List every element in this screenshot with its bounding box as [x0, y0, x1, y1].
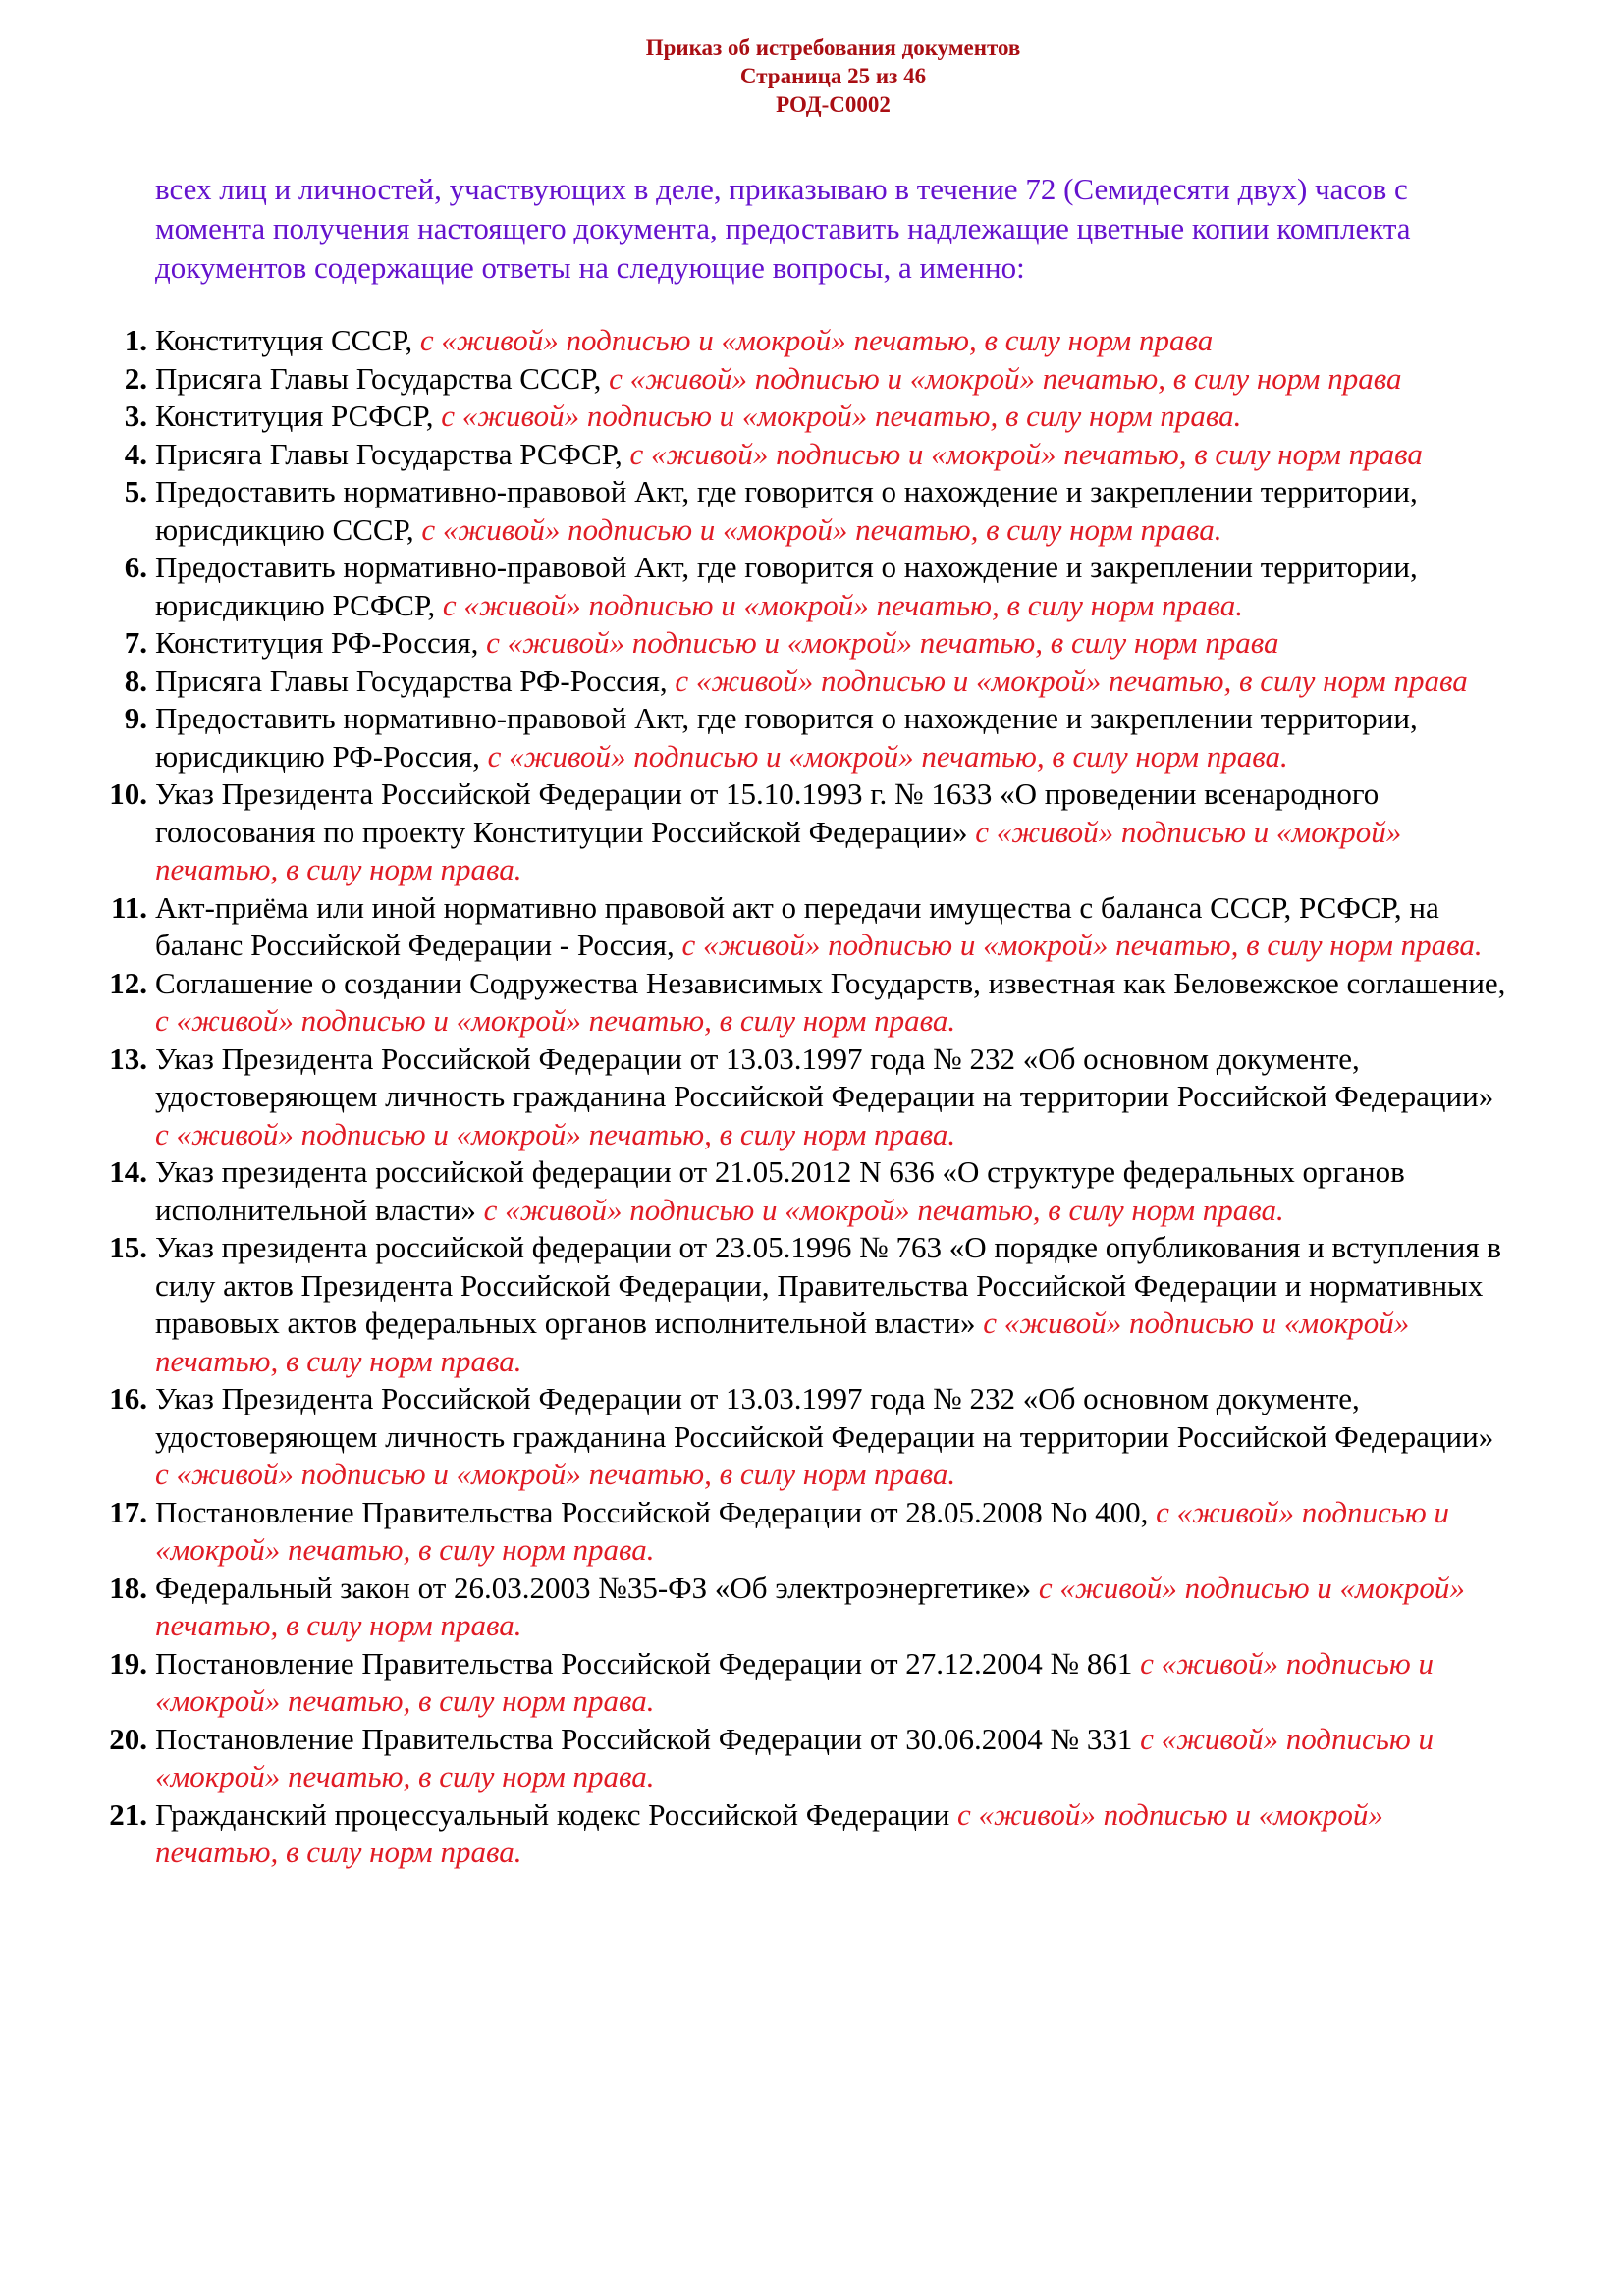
- item-annotation: с «живой» подписью и «мокрой» печатью, в силу норм права.: [155, 1306, 1410, 1378]
- list-item: [109, 1153, 1511, 1229]
- item-number: 20.: [109, 1721, 147, 1756]
- item-number: 15.: [109, 1230, 147, 1264]
- list-item: [109, 965, 1511, 1041]
- item-annotation: с «живой» подписью и «мокрой» печатью, в силу норм права: [629, 436, 1423, 471]
- item-subject: Предоставить нормативно-правовой Акт, где говорится о нахождение и закреплении территории, юрисдикцию РФ-Россия,: [155, 701, 1418, 774]
- list-item: [124, 663, 1511, 701]
- item-text: [155, 1645, 1511, 1721]
- list-item: [124, 398, 1511, 436]
- item-annotation: с «живой» подписью и «мокрой» печатью, в силу норм права.: [155, 1003, 956, 1038]
- item-number: 11.: [110, 889, 147, 925]
- item-number: 2.: [124, 360, 147, 396]
- item-text: [155, 360, 1511, 399]
- document-title: Приказ об истребования документов: [645, 35, 1021, 60]
- list-item: [109, 775, 1511, 889]
- item-number: 3.: [124, 399, 147, 433]
- list-item: [109, 1721, 1511, 1796]
- item-annotation: с «живой» подписью и «мокрой» печатью, в силу норм права.: [155, 1796, 1383, 1869]
- item-number: 5.: [124, 474, 147, 508]
- item-subject: Указ Президента Российской Федерации от 13.03.1997 года № 232 «Об основном документе, удостоверяющем личность гражданина Российской Федерации на территории Российской Федерации»: [155, 1041, 1494, 1113]
- item-text: [155, 624, 1511, 663]
- item-annotation: с «живой» подписью и «мокрой» печатью, в силу норм права.: [441, 399, 1242, 433]
- item-text: [155, 1796, 1511, 1872]
- list-item: [124, 322, 1511, 360]
- item-subject: Указ Президента Российской Федерации от 13.03.1997 года № 232 «Об основном документе, удостоверяющем личность гражданина Российской Федерации на территории Российской Федерации»: [155, 1381, 1494, 1454]
- list-item: [109, 1380, 1511, 1494]
- list-item: [109, 1041, 1511, 1154]
- item-annotation: с «живой» подписью и «мокрой» печатью, в силу норм права.: [155, 1570, 1465, 1642]
- item-text: [155, 322, 1511, 360]
- item-number: 12.: [109, 965, 147, 1000]
- item-subject: Конституция РСФСР,: [155, 399, 442, 433]
- item-number: 1.: [124, 323, 147, 357]
- item-annotation: с «живой» подписью и «мокрой» печатью, в силу норм права: [486, 625, 1279, 660]
- item-text: [155, 1380, 1511, 1494]
- list-item: [124, 360, 1511, 399]
- item-subject: Постановление Правительства Российской Федерации от 30.06.2004 № 331: [155, 1721, 1141, 1756]
- item-subject: Предоставить нормативно-правовой Акт, где говорится о нахождение и закреплении территории, юрисдикцию РСФСР,: [155, 550, 1418, 622]
- document-header: [155, 33, 1511, 119]
- item-subject: Предоставить нормативно-правовой Акт, где говорится о нахождение и закреплении территории, юрисдикцию СССР,: [155, 474, 1418, 547]
- item-number: 13.: [109, 1041, 147, 1076]
- item-text: [155, 436, 1511, 474]
- item-subject: Постановление Правительства Российской Федерации от 28.05.2008 No 400,: [155, 1494, 1157, 1529]
- item-subject: Конституция СССР,: [155, 323, 420, 357]
- item-text: [155, 1041, 1511, 1154]
- item-subject: Присяга Главы Государства СССР,: [155, 360, 610, 396]
- list-item: [124, 436, 1511, 474]
- item-subject: Соглашение о создании Содружества Независимых Государств, известная как Беловежское соглашение,: [155, 965, 1506, 1000]
- document-list: [109, 322, 1511, 1872]
- item-annotation: с «живой» подписью и «мокрой» печатью, в силу норм права: [675, 663, 1468, 698]
- item-text: [155, 1494, 1511, 1570]
- item-annotation: с «живой» подписью и «мокрой» печатью, в силу норм права.: [442, 587, 1243, 622]
- item-subject: Присяга Главы Государства РСФСР,: [155, 436, 630, 471]
- item-subject: Указ Президента Российской Федерации от 15.10.1993 г. № 1633 «О проведении всенародного голосования по проекту Конституции Российской Федерации»: [155, 776, 1380, 849]
- list-item: [124, 473, 1511, 549]
- item-annotation: с «живой» подписью и «мокрой» печатью, в силу норм права.: [681, 928, 1483, 962]
- list-item: [109, 1570, 1511, 1645]
- item-number: 14.: [109, 1154, 147, 1189]
- item-subject: Акт-приёма или иной нормативно правовой акт о передачи имущества с баланса СССР, РСФСР, на баланс Российской Федерации - Россия,: [155, 889, 1439, 962]
- item-number: 4.: [124, 436, 147, 471]
- intro-paragraph: всех лиц и личностей, участвующих в деле, приказываю в течение 72 (Семидесяти двух) часов с момента получения настоящего документа, предоставить надлежащие цветные копии комплекта документов содержащие ответы на следующие вопросы, а именно:: [155, 172, 1411, 285]
- list-item: [124, 549, 1511, 624]
- item-text: [155, 1229, 1511, 1380]
- item-annotation: с «живой» подписью и «мокрой» печатью, в силу норм права.: [155, 1116, 956, 1151]
- document-code: РОД-С0002: [776, 92, 891, 117]
- item-text: [155, 663, 1511, 701]
- item-annotation: с «живой» подписью и «мокрой» печатью, в силу норм права.: [421, 511, 1222, 547]
- item-subject: Указ президента российской федерации от 21.05.2012 N 636 «О структуре федеральных органов исполнительной власти»: [155, 1154, 1405, 1227]
- item-subject: Федеральный закон от 26.03.2003 №35-ФЗ «Об электроэнергетике»: [155, 1570, 1039, 1605]
- item-text: [155, 473, 1511, 549]
- list-item: [109, 1229, 1511, 1380]
- item-text: [155, 398, 1511, 436]
- list-item: [109, 1645, 1511, 1721]
- item-subject: Присяга Главы Государства РФ-Россия,: [155, 663, 676, 698]
- item-number: 8.: [124, 663, 147, 698]
- list-item: [124, 624, 1511, 663]
- item-number: 18.: [109, 1570, 147, 1605]
- item-number: 19.: [109, 1645, 147, 1681]
- list-item: [109, 1494, 1511, 1570]
- item-annotation: с «живой» подписью и «мокрой» печатью, в силу норм права.: [487, 738, 1288, 774]
- item-annotation: с «живой» подписью и «мокрой» печатью, в силу норм права.: [155, 1457, 956, 1491]
- item-subject: Конституция РФ-Россия,: [155, 625, 487, 660]
- list-item: [110, 889, 1511, 965]
- item-annotation: с «живой» подписью и «мокрой» печатью, в силу норм права.: [155, 1645, 1434, 1718]
- item-number: 9.: [124, 701, 147, 735]
- item-number: 16.: [109, 1381, 147, 1415]
- item-subject: Гражданский процессуальный кодекс Российской Федерации: [155, 1796, 957, 1832]
- list-item: [124, 700, 1511, 775]
- item-number: 6.: [124, 550, 147, 584]
- item-number: 7.: [124, 625, 147, 660]
- item-annotation: с «живой» подписью и «мокрой» печатью, в силу норм права.: [155, 1721, 1434, 1793]
- item-text: [155, 889, 1511, 965]
- item-text: [155, 965, 1511, 1041]
- page-number: Страница 25 из 46: [739, 64, 927, 88]
- item-text: [155, 1570, 1511, 1645]
- item-number: 21.: [109, 1796, 147, 1832]
- item-text: [155, 775, 1511, 889]
- list-item: [109, 1796, 1511, 1872]
- item-annotation: с «живой» подписью и «мокрой» печатью, в силу норм права.: [155, 814, 1402, 886]
- item-number: 17.: [109, 1494, 147, 1529]
- item-annotation: с «живой» подписью и «мокрой» печатью, в силу норм права: [419, 323, 1214, 357]
- item-subject: Указ президента российской федерации от 23.05.1996 № 763 «О порядке опубликования и вступления в силу актов Президента Российской Федерации, Правительства Российской Федерации и нормативных правовых актов федеральных органов исполнительной власти»: [155, 1230, 1502, 1340]
- item-annotation: с «живой» подписью и «мокрой» печатью, в силу норм права.: [483, 1192, 1284, 1227]
- item-annotation: с «живой» подписью и «мокрой» печатью, в силу норм права.: [155, 1494, 1450, 1567]
- item-text: [155, 549, 1511, 624]
- item-annotation: с «живой» подписью и «мокрой» печатью, в силу норм права: [609, 360, 1402, 396]
- item-text: [155, 1721, 1511, 1796]
- item-number: 10.: [109, 776, 147, 811]
- item-text: [155, 700, 1511, 775]
- item-subject: Постановление Правительства Российской Федерации от 27.12.2004 № 861: [155, 1645, 1141, 1681]
- item-text: [155, 1153, 1511, 1229]
